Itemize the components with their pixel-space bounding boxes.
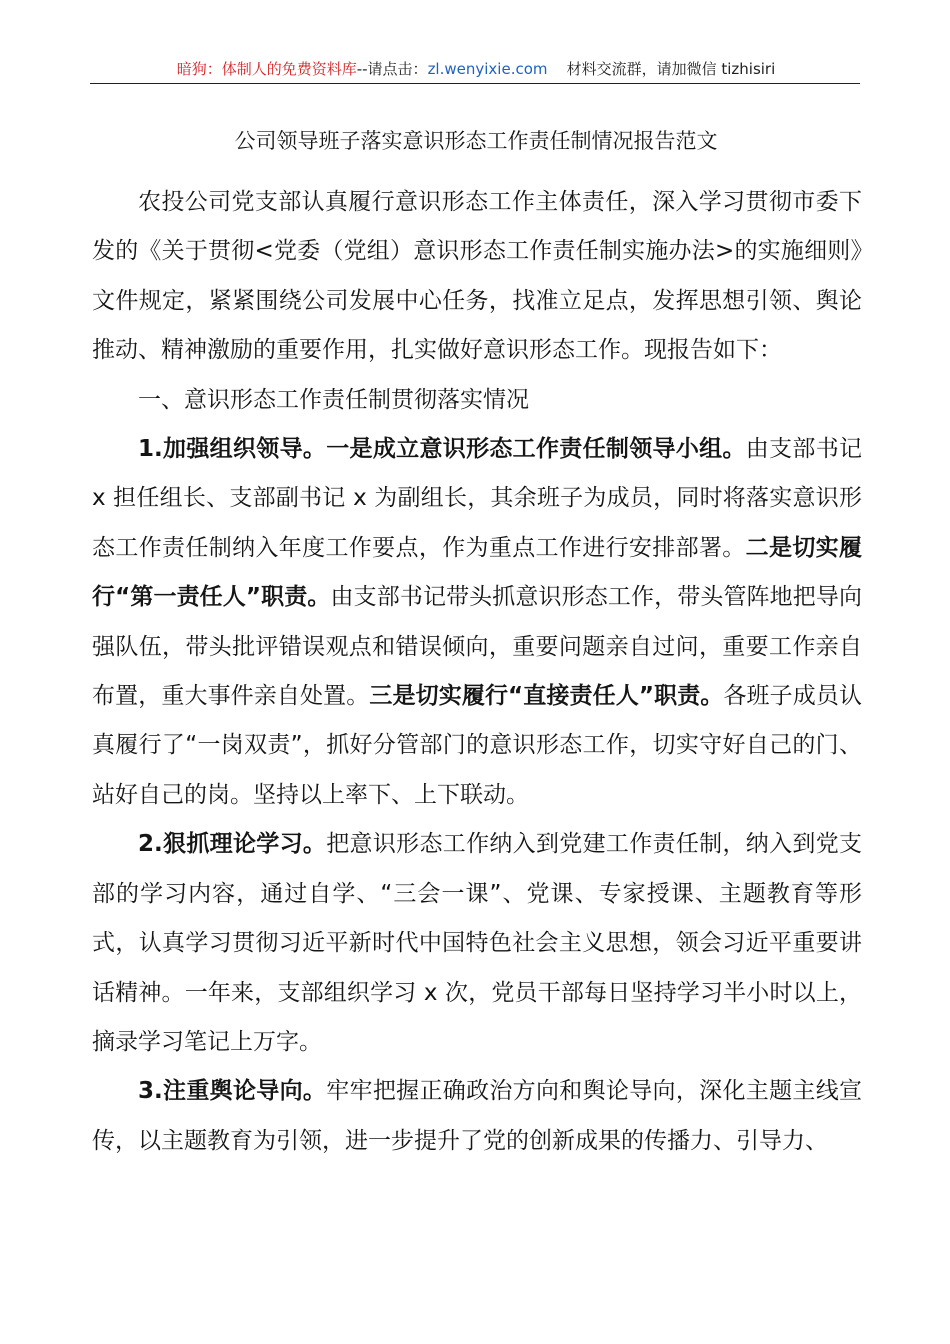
header-click-prompt: --请点击： bbox=[356, 60, 428, 78]
point-text: 由支部书记带头抓意识形态工作，带头管阵地把导向强队伍，带头批评错误观点和错误倾向，重要问题亲自过问，重要工作亲自布置，重大事件亲自处置。 bbox=[92, 584, 863, 710]
paragraph-lead: 1.加强组织领导。 bbox=[138, 436, 327, 463]
point-text: 各班子成员认真履行了“一岗双责”，抓好分管部门的意识形态工作，切实守好自己的门、站好自己的岗。坚持以上率下、上下联动。 bbox=[92, 683, 863, 808]
header-brand: 暗狗：体制人的免费资料库 bbox=[176, 60, 357, 78]
paragraph-lead: 3.注重舆论导向。 bbox=[138, 1078, 327, 1105]
point-text: 由支部书记 x 担任组长、支部副书记 x 为副组长，其余班子为成员，同时将落实意识形态工作责任制纳入年度工作要点，作为重点工作进行安排部署。 bbox=[92, 436, 863, 561]
document-body bbox=[92, 178, 862, 1166]
header-group-note: 材料交流群，请加微信 tizhisiri bbox=[566, 60, 776, 78]
section-heading: 一、意识形态工作责任制贯彻落实情况 bbox=[138, 386, 529, 413]
intro-paragraph: 农投公司党支部认真履行意识形态工作主体责任，深入学习贯彻市委下发的《关于贯彻<党委（党组）意识形态工作责任制实施办法>的实施细则》文件规定，紧紧围绕公司发展中心任务，找准立足点，发挥思想引领、舆论推动、精神激励的重要作用，扎实做好意识形态工作。现报告如下： bbox=[92, 189, 862, 364]
paragraph-organization bbox=[92, 425, 862, 820]
header-url-link[interactable]: zl.wenyixie.com bbox=[427, 60, 548, 78]
point-heading: 二是切实履行“第一责任人”职责。 bbox=[92, 534, 862, 611]
paragraph-lead: 2.狠抓理论学习。 bbox=[138, 831, 327, 858]
point-heading: 一是成立意识形态工作责任制领导小组。 bbox=[326, 436, 746, 463]
paragraph-theory-study bbox=[92, 820, 862, 1067]
document-title: 公司领导班子落实意识形态工作责任制情况报告范文 bbox=[234, 129, 718, 153]
paragraph-text: 把意识形态工作纳入到党建工作责任制，纳入到党支部的学习内容，通过自学、“三会一课”、党课、专家授课、主题教育等形式，认真学习贯彻习近平新时代中国特色社会主义思想，领会习近平重要讲话精神。一年来，支部组织学习 x 次，党员干部每日坚持学习半小时以上，摘录学习笔记上万字。 bbox=[92, 831, 863, 1055]
header-divider bbox=[90, 83, 860, 84]
point-heading: 三是切实履行“直接责任人”职责。 bbox=[369, 683, 724, 710]
paragraph-public-opinion bbox=[92, 1067, 862, 1166]
paragraph-text: 牢牢把握正确政治方向和舆论导向，深化主题主线宣传，以主题教育为引领，进一步提升了党的创新成果的传播力、引导力、 bbox=[92, 1078, 863, 1154]
page-header bbox=[92, 58, 860, 84]
